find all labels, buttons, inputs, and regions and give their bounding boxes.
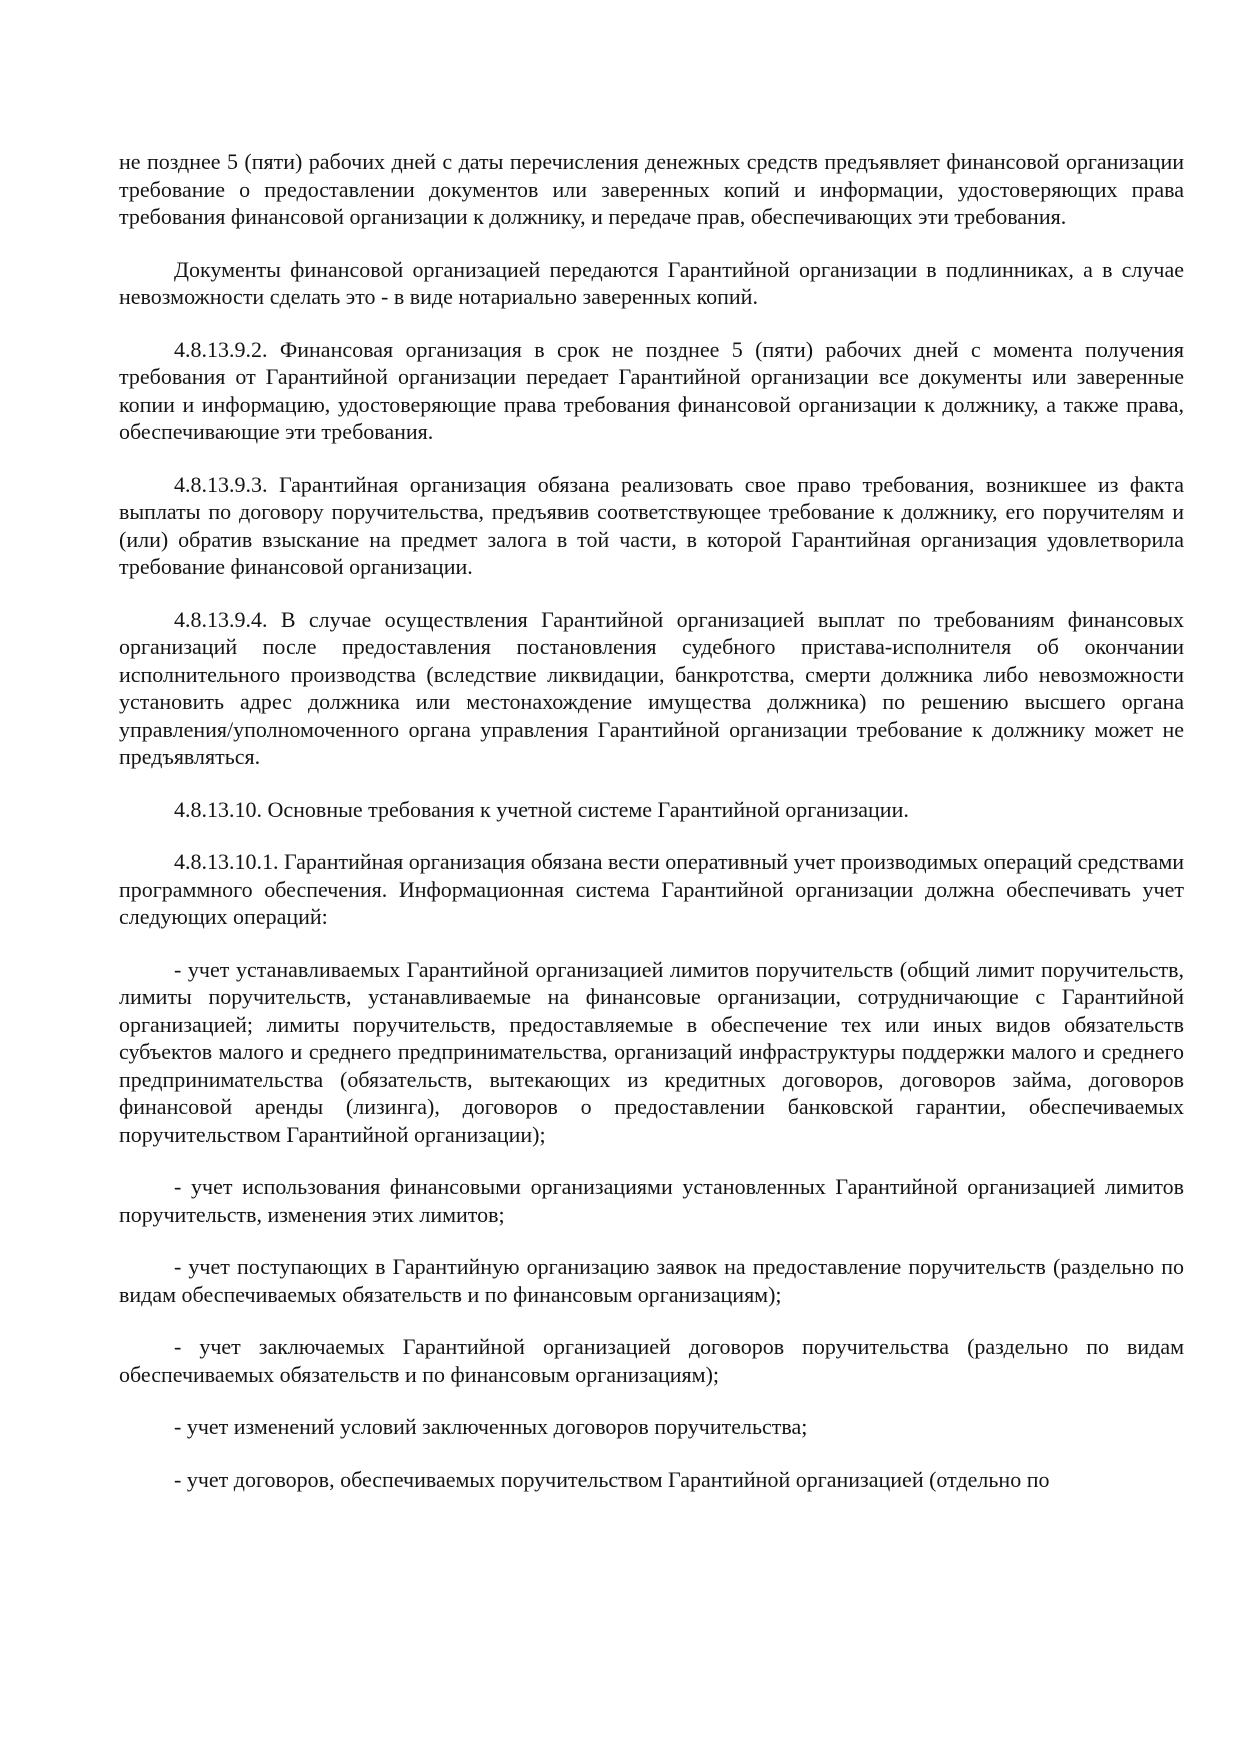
paragraph-4-8-13-9-4: 4.8.13.9.4. В случае осуществления Гарантийной организацией выплат по требованиям финансовых организаций после предоставления постановления судебного пристава-исполнителя об окончании исполнительного производства (вследствие ликвидации, банкротства, смерти должника либо невозможности установить адрес должника или местонахождение имущества должника) по решению высшего органа управления/уполномоченного органа управления Гарантийной организации требование к должнику может не предъявляться. xyxy=(119,606,1184,769)
list-item-secured-contracts: - учет договоров, обеспечиваемых поручительством Гарантийной организацией (отдельно по xyxy=(174,1466,1050,1492)
paragraph-4-8-13-9-3: 4.8.13.9.3. Гарантийная организация обязана реализовать свое право требования, возникшее из факта выплаты по договору поручительства, предъявив соответствующее требование к должнику, его поручителям и (или) обратив взыскание на предмет залога в той части, в которой Гарантийная организация удовлетворила требование финансовой организации. xyxy=(119,471,1184,579)
list-item-limits-usage: - учет использования финансовыми организациями установленных Гарантийной организацией лимитов поручительств, изменения этих лимитов; xyxy=(119,1174,1184,1227)
list-item-contracts: - учет заключаемых Гарантийной организацией договоров поручительства (раздельно по видам обеспечиваемых обязательств и по финансовым организациям); xyxy=(119,1334,1184,1387)
list-item-limits: - учет устанавливаемых Гарантийной организацией лимитов поручительств (общий лимит поручительств, лимиты поручительств, устанавливаемые на финансовые организации, сотрудничающие с Гарантийной организацией; лимиты поручительств, предоставляемые в обеспечение тех или иных видов обязательств субъектов малого и среднего предпринимательства, организаций инфраструктуры поддержки малого и среднего предпринимательства (обязательств, вытекающих из кредитных договоров, договоров займа, договоров финансовой аренды (лизинга), договоров о предоставлении банковской гарантии, обеспечиваемых поручительством Гарантийной организации); xyxy=(119,956,1184,1147)
document-page xyxy=(119,148,1184,1518)
paragraph-documents-transfer: Документы финансовой организацией передаются Гарантийной организации в подлинниках, а в случае невозможности сделать это - в виде нотариально заверенных копий. xyxy=(119,256,1184,309)
paragraph-4-8-13-9-2: 4.8.13.9.2. Финансовая организация в срок не позднее 5 (пяти) рабочих дней с момента получения требования от Гарантийной организации передает Гарантийной организации все документы или заверенные копии и информацию, удостоверяющие права требования финансовой организации к должнику, а также права, обеспечивающие эти требования. xyxy=(119,336,1184,444)
list-item-applications: - учет поступающих в Гарантийную организацию заявок на предоставление поручительств (раздельно по видам обеспечиваемых обязательств и по финансовым организациям); xyxy=(119,1254,1184,1307)
list-item-contract-changes: - учет изменений условий заключенных договоров поручительства; xyxy=(174,1414,808,1439)
paragraph-4-8-13-10-1: 4.8.13.10.1. Гарантийная организация обязана вести оперативный учет производимых операций средствами программного обеспечения. Информационная система Гарантийной организации должна обеспечивать учет следующих операций: xyxy=(119,849,1185,929)
paragraph-4-8-13-10: 4.8.13.10. Основные требования к учетной системе Гарантийной организации. xyxy=(174,796,909,822)
paragraph-continuation: не позднее 5 (пяти) рабочих дней с даты перечисления денежных средств предъявляет финансовой организации требование о предоставлении документов или заверенных копий и информации, удостоверяющих права требования финансовой организации к должнику, и передаче прав, обеспечивающих эти требования. xyxy=(119,149,1184,229)
